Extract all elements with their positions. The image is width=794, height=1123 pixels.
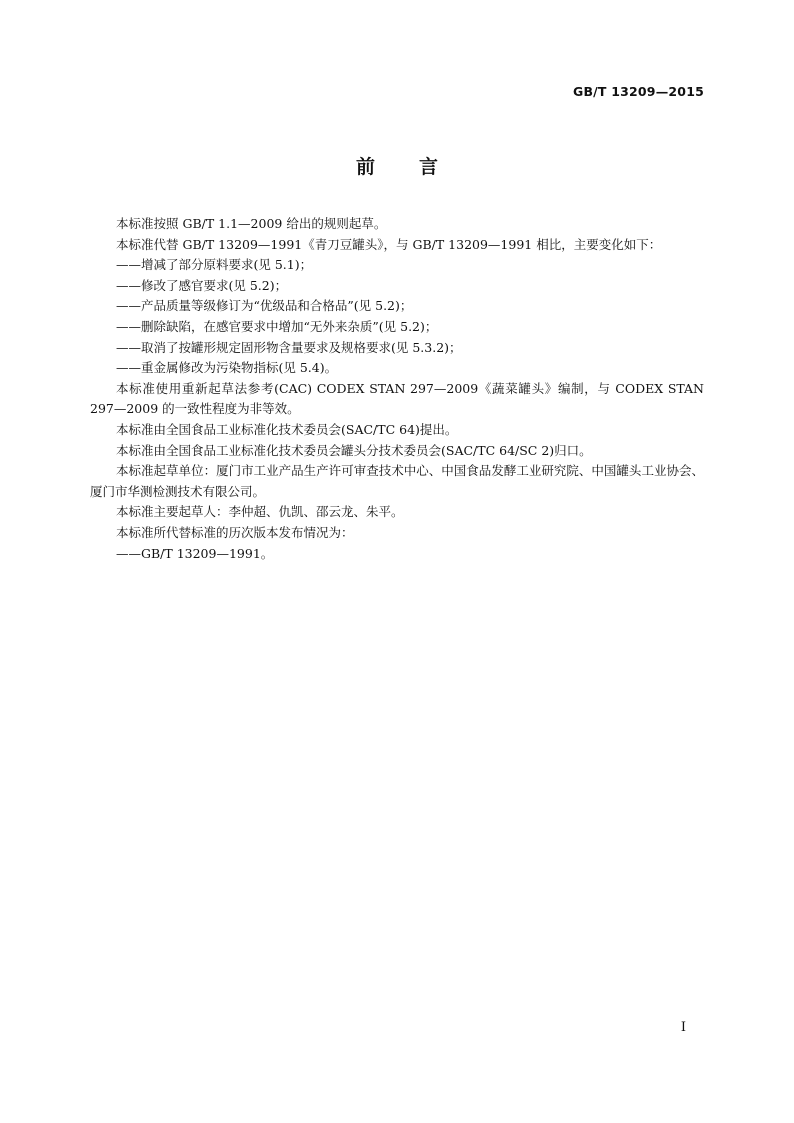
paragraph-replaces: 本标准代替 GB/T 13209—1991《青刀豆罐头》，与 GB/T 13209—1991 相比，主要变化如下：: [116, 236, 662, 252]
change-item-heavy-metals: ——重金属修改为污染物指标(见 5.4)。: [116, 360, 338, 376]
paragraph-history-intro: 本标准所代替标准的历次版本发布情况为：: [116, 524, 354, 540]
history-item: ——GB/T 13209—1991。: [116, 545, 274, 561]
foreword-body: [90, 214, 704, 564]
paragraph-drafting-rules: 本标准按照 GB/T 1.1—2009 给出的规则起草。: [116, 216, 387, 231]
paragraph-drafting-units: 本标准起草单位：厦门市工业产品生产许可审查技术中心、中国食品发酵工业研究院、中国罐头工业协会、厦门市华测检测技术有限公司。: [90, 463, 704, 499]
page-number: I: [680, 1020, 686, 1035]
change-item-grades: ——产品质量等级修订为“优级品和合格品”(见 5.2)；: [116, 298, 413, 314]
change-item-defects: ——删除缺陷，在感官要求中增加“无外来杂质”(见 5.2)；: [116, 318, 438, 334]
change-item-solids: ——取消了按罐形规定固形物含量要求及规格要求(见 5.3.2)；: [116, 339, 462, 355]
change-item-sensory: ——修改了感官要求(见 5.2)；: [116, 277, 288, 293]
page-title: [0, 152, 794, 179]
paragraph-drafters: 本标准主要起草人：李仲超、仇凯、邵云龙、朱平。: [116, 504, 404, 520]
paragraph-codex-reference: 本标准使用重新起草法参考(CAC) CODEX STAN 297—2009《蔬菜罐头》编制，与 CODEX STAN 297—2009 的一致性程度为非等效。: [90, 380, 704, 417]
change-item-raw-materials: ——增减了部分原料要求(见 5.1)；: [116, 257, 313, 273]
standard-code: GB/T 13209—2015: [572, 84, 704, 99]
paragraph-proposed-by: 本标准由全国食品工业标准化技术委员会(SAC/TC 64)提出。: [116, 421, 458, 437]
title-char-2: 言: [419, 156, 439, 178]
paragraph-centralized-by: 本标准由全国食品工业标准化技术委员会罐头分技术委员会(SAC/TC 64/SC 2)归口。: [116, 442, 592, 458]
title-char-1: 前: [355, 156, 375, 178]
